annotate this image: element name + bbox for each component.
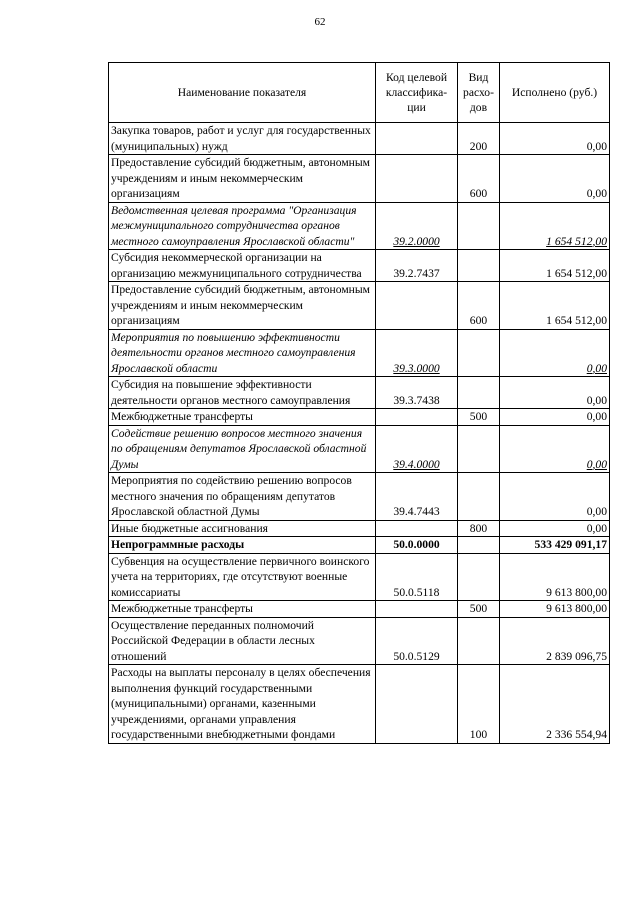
row-name-cell: Межбюджетные трансферты: [109, 601, 376, 618]
row-code-cell: 50.0.5118: [376, 553, 458, 601]
row-name-cell: Межбюджетные трансферты: [109, 409, 376, 426]
row-type-cell: 500: [458, 601, 500, 618]
row-amount-cell: 0,00: [500, 123, 610, 155]
row-name-cell: Субсидия некоммерческой организации на организацию межмуниципального сотрудничества: [109, 250, 376, 282]
budget-table: [108, 62, 610, 744]
row-name-cell: Субвенция на осуществление первичного воинского учета на территориях, где отсутствуют военные комиссариаты: [109, 553, 376, 601]
row-code-cell: 39.4.0000: [376, 425, 458, 473]
table-row: [109, 123, 610, 155]
row-type-cell: [458, 329, 500, 377]
row-type-cell: 600: [458, 282, 500, 330]
row-name-cell: Осуществление переданных полномочий Российской Федерации в области лесных отношений: [109, 617, 376, 665]
row-type-cell: [458, 617, 500, 665]
header-amount: Исполнено (руб.): [500, 63, 610, 123]
row-name-cell: Непрограммные расходы: [109, 537, 376, 554]
table-row: [109, 202, 610, 250]
row-code-cell: [376, 123, 458, 155]
table-row: [109, 520, 610, 537]
row-amount-cell: 0,00: [500, 155, 610, 203]
row-name-cell: Иные бюджетные ассигнования: [109, 520, 376, 537]
table-row: [109, 553, 610, 601]
row-code-cell: [376, 665, 458, 744]
row-type-cell: 200: [458, 123, 500, 155]
row-amount-cell: 9 613 800,00: [500, 553, 610, 601]
row-amount-cell: 1 654 512,00: [500, 282, 610, 330]
row-type-cell: 500: [458, 409, 500, 426]
row-code-cell: 39.2.7437: [376, 250, 458, 282]
row-type-cell: [458, 250, 500, 282]
row-amount-cell: 0,00: [500, 473, 610, 521]
row-name-cell: Предоставление субсидий бюджетным, автономным учреждениям и иным некоммерческим организациям: [109, 155, 376, 203]
row-amount-cell: 0,00: [500, 520, 610, 537]
table-header-row: [109, 63, 610, 123]
row-type-cell: 100: [458, 665, 500, 744]
row-code-cell: [376, 520, 458, 537]
row-name-cell: Закупка товаров, работ и услуг для государственных (муниципальных) нужд: [109, 123, 376, 155]
row-amount-cell: 1 654 512,00: [500, 202, 610, 250]
table-row: [109, 409, 610, 426]
table-body: [109, 123, 610, 744]
table-row: [109, 473, 610, 521]
row-amount-cell: 0,00: [500, 377, 610, 409]
row-name-cell: Содействие решению вопросов местного значения по обращениям депутатов Ярославской областной Думы: [109, 425, 376, 473]
row-code-cell: 39.4.7443: [376, 473, 458, 521]
table-row: [109, 665, 610, 744]
table-row: [109, 617, 610, 665]
row-amount-cell: 1 654 512,00: [500, 250, 610, 282]
table-row: [109, 155, 610, 203]
row-type-cell: [458, 425, 500, 473]
table-row: [109, 537, 610, 554]
row-type-cell: [458, 537, 500, 554]
row-code-cell: 50.0.5129: [376, 617, 458, 665]
table-row: [109, 329, 610, 377]
row-code-cell: [376, 409, 458, 426]
row-code-cell: [376, 282, 458, 330]
row-name-cell: Ведомственная целевая программа "Организация межмуниципального сотрудничества органов местного самоуправления Ярославской области": [109, 202, 376, 250]
row-amount-cell: 533 429 091,17: [500, 537, 610, 554]
row-code-cell: [376, 155, 458, 203]
row-name-cell: Субсидия на повышение эффективности деятельности органов местного самоуправления: [109, 377, 376, 409]
page-number: 62: [314, 16, 326, 28]
row-code-cell: [376, 601, 458, 618]
row-amount-cell: 9 613 800,00: [500, 601, 610, 618]
row-code-cell: 39.2.0000: [376, 202, 458, 250]
row-name-cell: Предоставление субсидий бюджетным, автономным учреждениям и иным некоммерческим организациям: [109, 282, 376, 330]
table-row: [109, 250, 610, 282]
header-type: Вид расхо-дов: [458, 63, 500, 123]
table-row: [109, 282, 610, 330]
table-row: [109, 425, 610, 473]
row-name-cell: Мероприятия по повышению эффективности деятельности органов местного самоуправления Ярославской области: [109, 329, 376, 377]
row-amount-cell: 2 336 554,94: [500, 665, 610, 744]
row-type-cell: 600: [458, 155, 500, 203]
row-code-cell: 39.3.0000: [376, 329, 458, 377]
header-code: Код целевой классифика-ции: [376, 63, 458, 123]
row-name-cell: Расходы на выплаты персоналу в целях обеспечения выполнения функций государственными (муниципальными) органами, казенными учреждениями, органами управления государственными внебюджетными фондами: [109, 665, 376, 744]
row-type-cell: [458, 377, 500, 409]
row-name-cell: Мероприятия по содействию решению вопросов местного значения по обращениям депутатов Ярославской областной Думы: [109, 473, 376, 521]
row-type-cell: [458, 473, 500, 521]
row-code-cell: 50.0.0000: [376, 537, 458, 554]
row-amount-cell: 0,00: [500, 329, 610, 377]
row-code-cell: 39.3.7438: [376, 377, 458, 409]
row-type-cell: [458, 202, 500, 250]
table-row: [109, 601, 610, 618]
row-amount-cell: 2 839 096,75: [500, 617, 610, 665]
row-type-cell: [458, 553, 500, 601]
row-type-cell: 800: [458, 520, 500, 537]
row-amount-cell: 0,00: [500, 425, 610, 473]
table-row: [109, 377, 610, 409]
row-amount-cell: 0,00: [500, 409, 610, 426]
header-name: Наименование показателя: [109, 63, 376, 123]
